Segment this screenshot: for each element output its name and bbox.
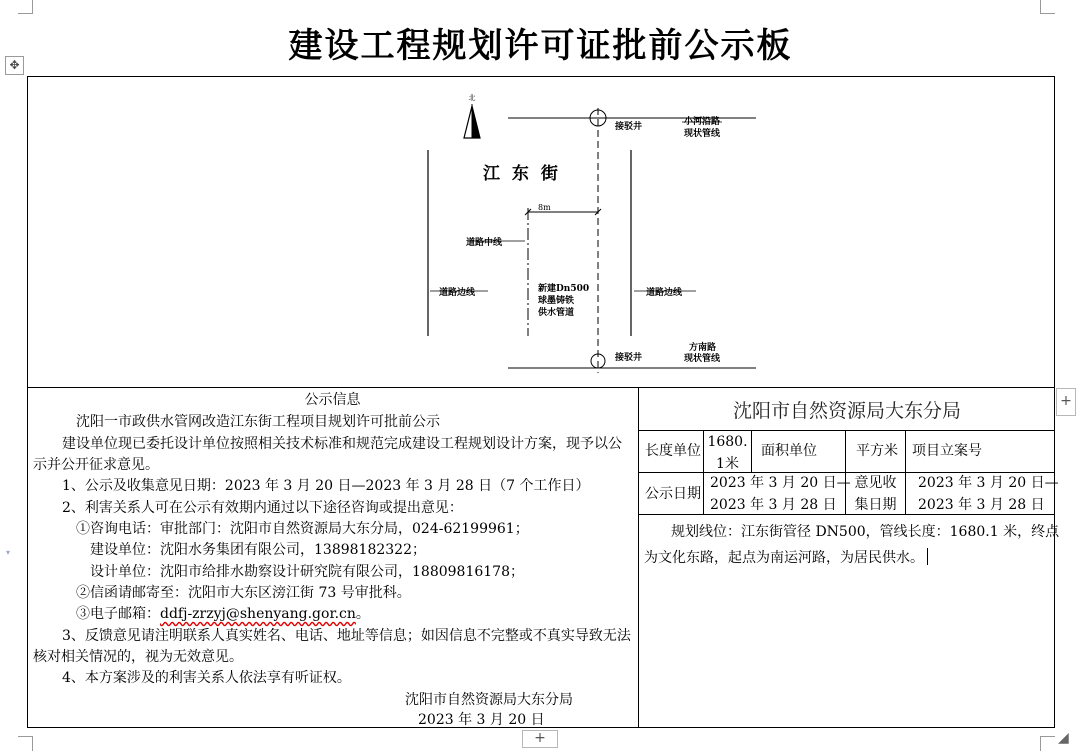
new-pipe-label-2: 球墨铸铁	[538, 296, 575, 306]
top-road-label-1: 小河沿路	[684, 117, 721, 127]
length-unit-label: 长度单位	[645, 443, 701, 459]
table-resize-handle-icon[interactable]: ◢	[1058, 730, 1069, 746]
row-marker-icon: ▾	[6, 548, 11, 557]
info-item-3-line-2: 核对相关情况的，视为无效意见。	[33, 649, 243, 665]
info-subject: 沈阳一市政供水管网改造江东街工程项目规划许可批前公示	[76, 414, 440, 430]
case-number-label: 项目立案号	[912, 443, 982, 459]
length-value-line-2: 1米	[716, 456, 739, 472]
plan-description-line-1: 规划线位：江东街管径 DN500，管线长度：1680.1 米，终点	[671, 524, 1060, 540]
plan-description-line-2[interactable]	[644, 545, 928, 571]
email-link[interactable]: ddfj-zrzyj@shenyang.gor.cn	[160, 606, 356, 622]
well-top-label: 接驳井	[615, 122, 643, 132]
email-label: ③电子邮箱：	[76, 606, 160, 622]
crop-mark-bottom-left	[18, 736, 33, 751]
email-end: 。	[355, 606, 370, 622]
area-unit-label: 面积单位	[761, 443, 817, 459]
info-mail-address: ②信函请邮寄至：沈阳市大东区滂江街 73 号审批科。	[76, 585, 411, 601]
edge-left-label: 道路边线	[439, 288, 476, 298]
crop-mark-bottom-right	[1040, 736, 1055, 751]
info-builder: 建设单位：沈阳水务集团有限公司，13898182322；	[90, 542, 426, 558]
info-intro-line-1: 建设单位现已委托设计单位按照相关技术标准和规范完成建设工程规划设计方案，现予以公	[62, 436, 622, 452]
info-intro-line-2: 示并公开征求意见。	[33, 457, 159, 473]
north-label: 北	[468, 94, 476, 102]
collect-date-value	[918, 472, 1059, 516]
bottom-road-label-1: 方南路	[689, 343, 717, 353]
collect-date-label	[846, 472, 905, 516]
top-road-label-2: 现状管线	[684, 129, 721, 139]
new-pipe-label-1: 新建Dn500	[538, 284, 590, 294]
width-label: 8m	[538, 203, 551, 212]
info-consult-phone: ①咨询电话：审批部门：沈阳市自然资源局大东分局，024-62199961；	[76, 521, 529, 537]
publicity-date-line-2: 2023 年 3 月 28 日	[710, 497, 837, 513]
length-value-line-1: 1680.	[707, 434, 748, 450]
signature-date: 2023 年 3 月 20 日	[418, 712, 545, 728]
publicity-date-label: 公示日期	[645, 486, 701, 502]
publicity-date-value	[710, 472, 851, 516]
info-designer: 设计单位：沈阳市给排水勘察设计研究院有限公司，18809816178；	[90, 564, 524, 580]
info-item-2: 2、利害关系人可在公示有效期内通过以下途径咨询或提出意见：	[62, 500, 463, 516]
new-pipe-label-3: 供水管道	[538, 308, 575, 318]
plan-description-text: 为文化东路，起点为南运河路，为居民供水。	[644, 550, 924, 566]
north-arrow-icon	[464, 104, 480, 138]
collect-date-label-line-2: 集日期	[854, 497, 897, 513]
area-unit-value: 平方米	[856, 443, 898, 459]
info-heading: 公示信息	[304, 392, 361, 408]
bottom-road-label-2: 现状管线	[684, 354, 721, 364]
crop-mark-top-left	[18, 0, 33, 14]
agency-name: 沈阳市自然资源局大东分局	[732, 400, 961, 422]
crop-mark-top-right	[1040, 0, 1055, 14]
collect-date-line-1: 2023 年 3 月 20 日—	[918, 475, 1059, 491]
site-plan-drawing	[28, 78, 1053, 387]
info-email-row	[76, 604, 370, 624]
collect-date-label-line-1: 意见收	[854, 475, 897, 491]
signature-org: 沈阳市自然资源局大东分局	[405, 692, 573, 708]
add-row-button[interactable]: +	[522, 730, 558, 748]
length-value	[704, 431, 751, 475]
info-item-4: 4、本方案涉及的利害关系人依法享有听证权。	[62, 670, 351, 686]
collect-date-line-2: 2023 年 3 月 28 日	[918, 497, 1045, 513]
street-name: 江 东 街	[483, 164, 561, 184]
edge-right-label: 道路边线	[646, 288, 683, 298]
add-column-button[interactable]: +	[1056, 388, 1076, 416]
document-title: 建设工程规划许可证批前公示板	[288, 26, 793, 66]
text-cursor	[927, 548, 928, 565]
table-move-handle-icon[interactable]: ✥	[5, 56, 24, 75]
centerline-label: 道路中线	[466, 238, 503, 248]
info-item-1: 1、公示及收集意见日期：2023 年 3 月 20 日—2023 年 3 月 28 日（7 个工作日）	[62, 478, 590, 494]
publicity-date-line-1: 2023 年 3 月 20 日—	[710, 475, 851, 491]
info-item-3-line-1: 3、反馈意见请注明联系人真实姓名、电话、地址等信息；如因信息不完整或不真实导致无法	[62, 628, 631, 644]
well-bottom-label: 接驳井	[615, 353, 643, 363]
